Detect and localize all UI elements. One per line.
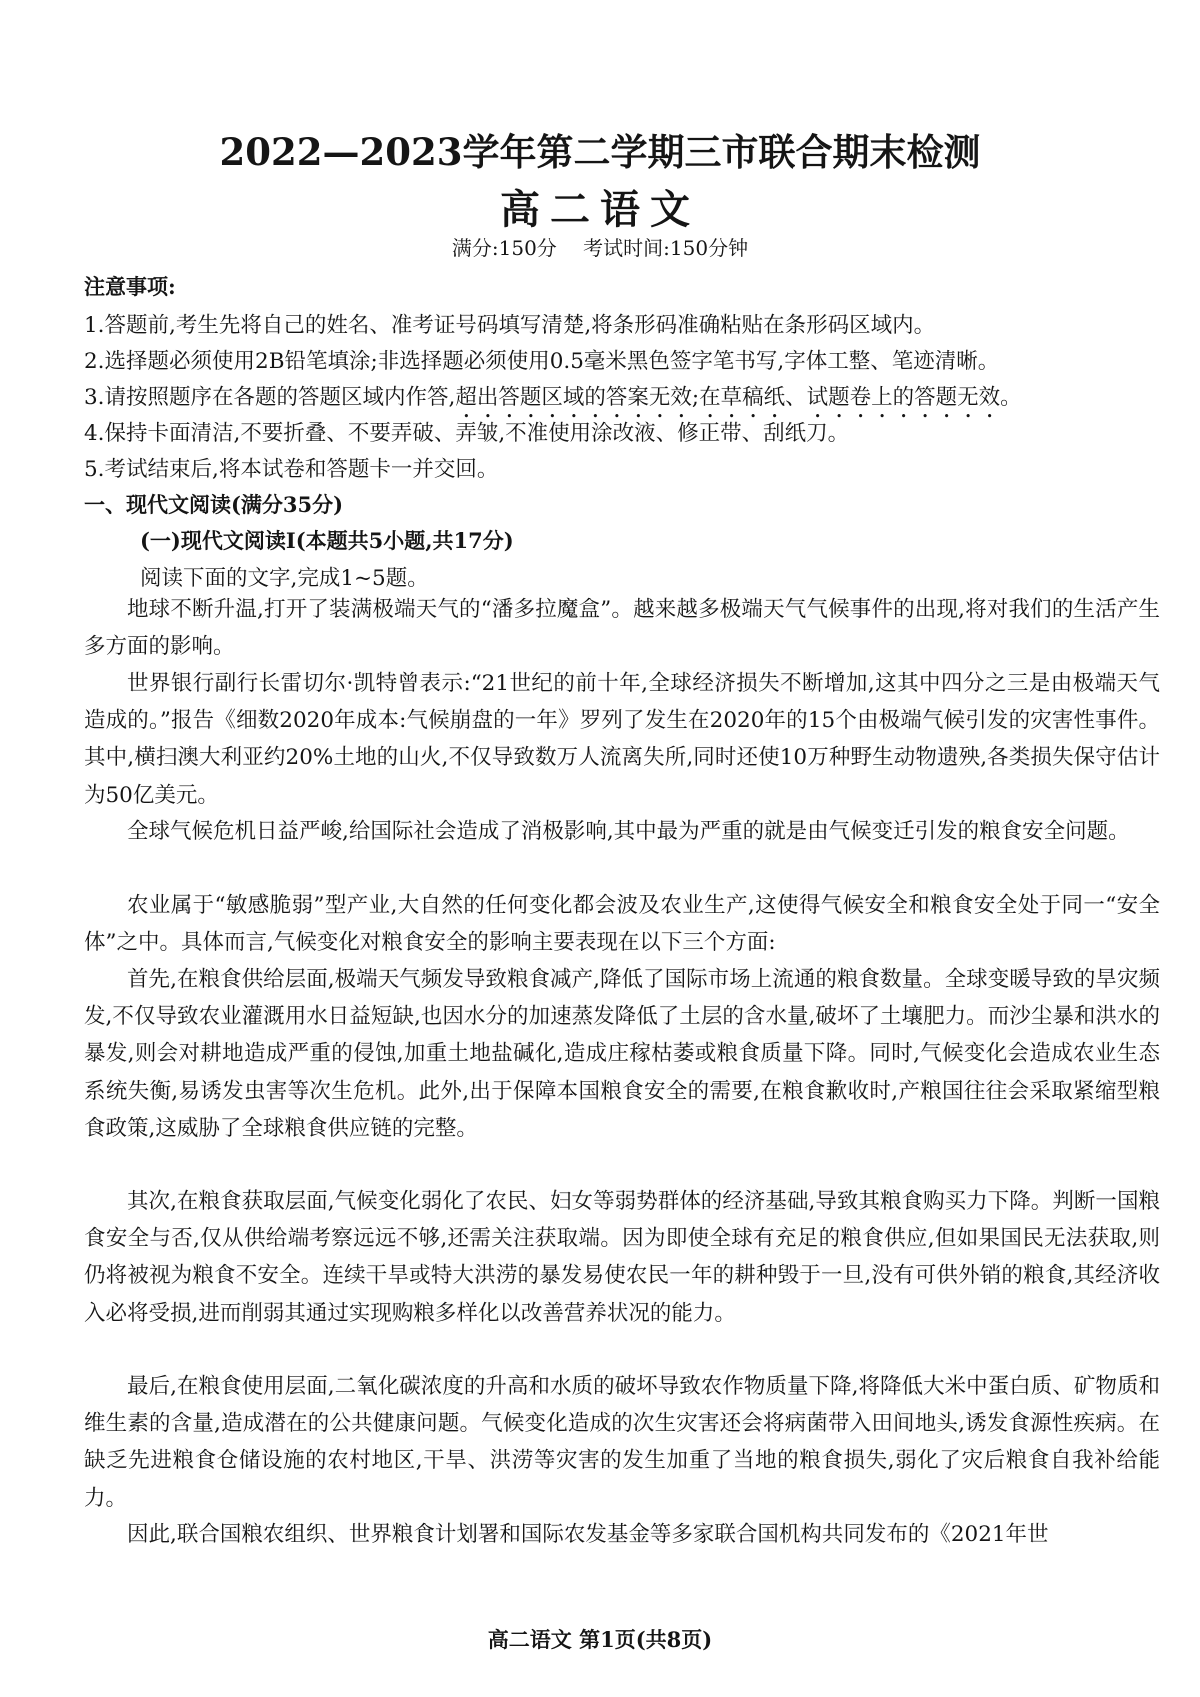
notice-item-2: 2.选择题必须使用2B铅笔填涂;非选择题必须使用0.5毫米黑色签字笔书写,字体工整、笔迹清晰。	[84, 349, 1000, 374]
full-score: 满分:150分	[451, 236, 557, 260]
passage-paragraph-3: 全球气候危机日益严峻,给国际社会造成了消极影响,其中最为严重的就是由气候变迁引发的粮食安全问题。	[127, 819, 1130, 844]
passage-paragraph-4: 农业属于“敏感脆弱”型产业,大自然的任何变化都会波及农业生产,这使得气候安全和粮食安全处于同一“安全体”之中。具体而言,气候变化对粮食安全的影响主要表现在以下三个方面:	[84, 893, 1160, 956]
notice-item-1: 1.答题前,考生先将自己的姓名、准考证号码填写清楚,将条形码准确粘贴在条形码区域内。	[84, 313, 936, 338]
subsection-heading: (一)现代文阅读Ⅰ(本题共5小题,共17分)	[140, 528, 514, 553]
page-footer: 高二语文 第1页(共8页)	[487, 1627, 713, 1652]
reading-instruction: 阅读下面的文字,完成1~5题。	[140, 566, 429, 591]
notice-item-3-text: 3.请按照题序在各题的答题区域内作答,	[84, 385, 456, 410]
notice-item-5: 5.考试结束后,将本试卷和答题卡一并交回。	[84, 457, 499, 482]
exam-title: 2022—2023学年第二学期三市联合期末检测	[219, 130, 981, 174]
notice-item-3-emphasis: 超出答题区域的答案无效;在草稿纸、试题卷上的答题无效。	[455, 385, 1022, 410]
passage-paragraph-6: 其次,在粮食获取层面,气候变化弱化了农民、妇女等弱势群体的经济基础,导致其粮食购买力下降。判断一国粮食安全与否,仅从供给端考察远远不够,还需关注获取端。因为即使全球有充足的粮食供应,但如果国民无法获取,则仍将被视为粮食不安全。连续干旱或特大洪涝的暴发易使农民一年的耕种毁于一旦,没有可供外销的粮食,其经济收入必将受损,进而削弱其通过实现购粮多样化以改善营养状况的能力。	[84, 1189, 1160, 1326]
passage-paragraph-5: 首先,在粮食供给层面,极端天气频发导致粮食减产,降低了国际市场上流通的粮食数量。全球变暖导致的旱灾频发,不仅导致农业灌溉用水日益短缺,也因水分的加速蒸发降低了土层的含水量,破坏了土壤肥力。而沙尘暴和洪水的暴发,则会对耕地造成严重的侵蚀,加重土地盐碱化,造成庄稼枯萎或粮食质量下降。同时,气候变化会造成农业生态系统失衡,易诱发虫害等次生危机。此外,出于保障本国粮食安全的需要,在粮食歉收时,产粮国往往会采取紧缩型粮食政策,这威胁了全球粮食供应链的完整。	[84, 967, 1160, 1141]
subject-title: 高二语文	[500, 186, 700, 233]
notice-heading: 注意事项:	[84, 274, 176, 299]
notice-item-4: 4.保持卡面清洁,不要折叠、不要弄破、弄皱,不准使用涂改液、修正带、刮纸刀。	[84, 421, 850, 446]
passage-paragraph-7: 最后,在粮食使用层面,二氧化碳浓度的升高和水质的破坏导致农作物质量下降,将降低大米中蛋白质、矿物质和维生素的含量,造成潜在的公共健康问题。气候变化造成的次生灾害还会将病菌带入田间地头,诱发食源性疾病。在缺乏先进粮食仓储设施的农村地区,干旱、洪涝等灾害的发生加重了当地的粮食损失,弱化了灾后粮食自我补给能力。	[84, 1374, 1160, 1511]
exam-time: 考试时间:150分钟	[583, 236, 749, 260]
exam-meta	[0, 232, 1200, 261]
passage-paragraph-1: 地球不断升温,打开了装满极端天气的“潘多拉魔盒”。越来越多极端天气气候事件的出现,将对我们的生活产生多方面的影响。	[84, 597, 1160, 660]
passage-paragraph-2: 世界银行副行长雷切尔·凯特曾表示:“21世纪的前十年,全球经济损失不断增加,这其中四分之三是由极端天气造成的。”报告《细数2020年成本:气候崩盘的一年》罗列了发生在2020年的15个由极端气候引发的灾害性事件。其中,横扫澳大利亚约20%土地的山火,不仅导致数万人流离失所,同时还使10万种野生动物遗殃,各类损失保守估计为50亿美元。	[84, 671, 1160, 808]
passage-paragraph-8: 因此,联合国粮农组织、世界粮食计划署和国际农发基金等多家联合国机构共同发布的《2021年世	[127, 1522, 1049, 1547]
section-heading: 一、现代文阅读(满分35分)	[84, 492, 344, 517]
